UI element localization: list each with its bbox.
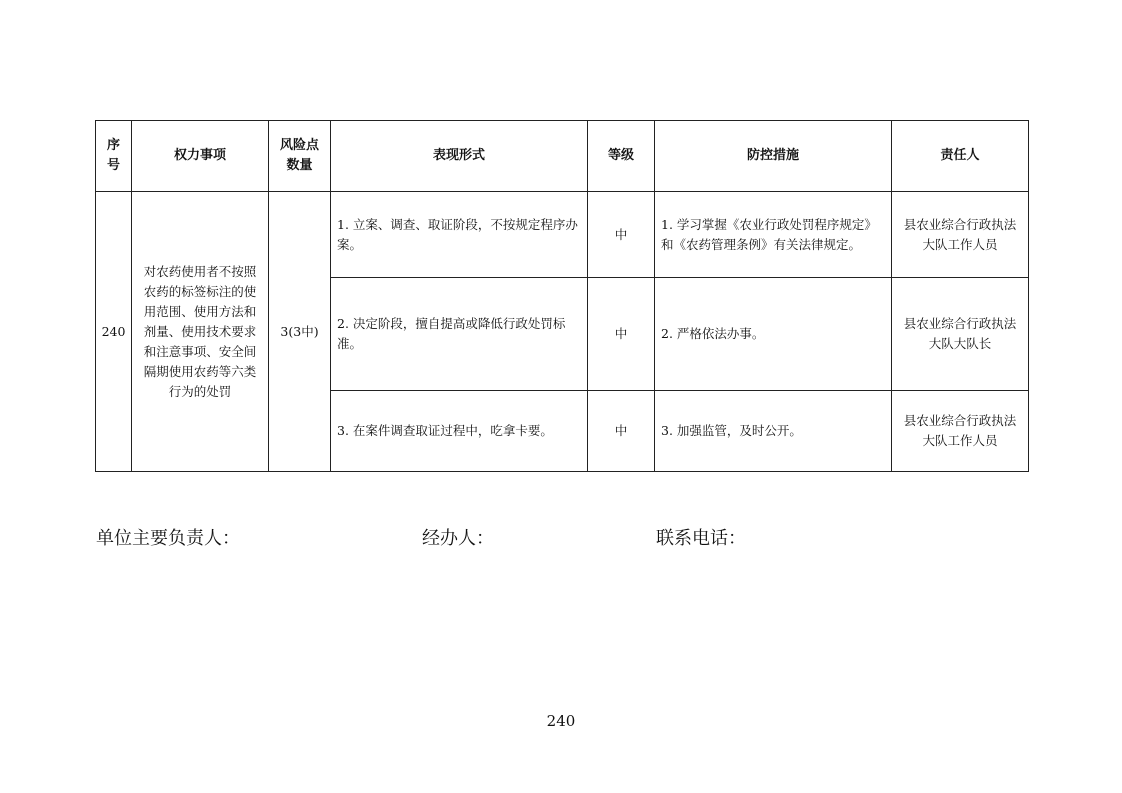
table-row [96,192,1029,278]
cell-measures: 2. 严格依法办事。 [655,278,892,391]
header-power-item: 权力事项 [132,121,269,192]
header-level: 等级 [588,121,655,192]
cell-manifestation: 2. 决定阶段，擅自提高或降低行政处罚标准。 [331,278,588,391]
cell-power-item: 对农药使用者不按照农药的标签标注的使用范围、使用方法和剂量、使用技术要求和注意事项、安全间隔期使用农药等六类行为的处罚 [132,192,269,472]
header-manifestation: 表现形式 [331,121,588,192]
cell-manifestation: 3. 在案件调查取证过程中，吃拿卡要。 [331,391,588,472]
cell-level: 中 [588,391,655,472]
footer-phone-label: 联系电话： [656,528,746,549]
cell-measures: 1. 学习掌握《农业行政处罚程序规定》和《农药管理条例》有关法律规定。 [655,192,892,278]
header-seq: 序号 [96,121,132,192]
cell-measures: 3. 加强监管，及时公开。 [655,391,892,472]
cell-responsible: 县农业综合行政执法大队工作人员 [892,192,1029,278]
cell-level: 中 [588,278,655,391]
cell-responsible: 县农业综合行政执法大队工作人员 [892,391,1029,472]
cell-seq: 240 [96,192,132,472]
page-number: 240 [546,712,576,730]
cell-responsible: 县农业综合行政执法大队大队长 [892,278,1029,391]
footer-unit-head-label: 单位主要负责人： [96,528,240,549]
cell-manifestation: 1. 立案、调查、取证阶段，不按规定程序办案。 [331,192,588,278]
header-measures: 防控措施 [655,121,892,192]
header-responsible: 责任人 [892,121,1029,192]
cell-level: 中 [588,192,655,278]
cell-risk-count: 3(3中) [269,192,331,472]
header-risk-count: 风险点数量 [269,121,331,192]
footer-handler-label: 经办人： [422,528,494,549]
table-header-row [96,121,1029,192]
risk-table [95,120,1029,472]
